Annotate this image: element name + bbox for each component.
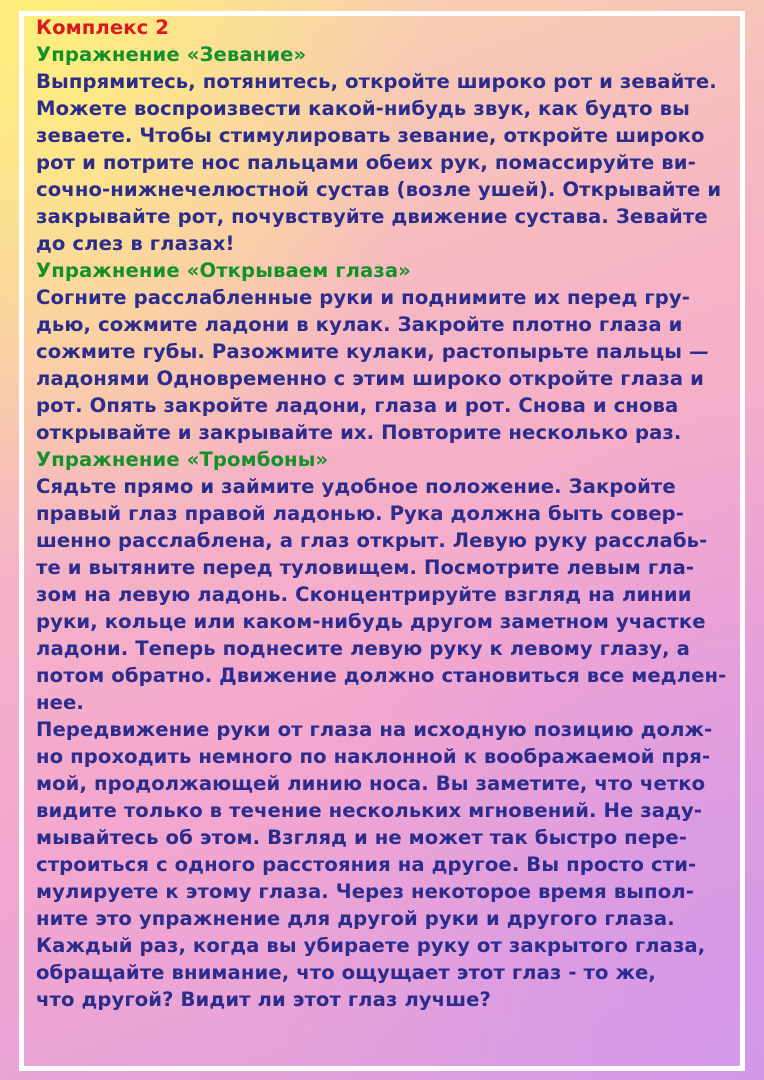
text-line: ладонями Одновременно с этим широко откройте глаза и [36, 367, 704, 390]
text-line: нее. [36, 691, 84, 714]
text-line: что другой? Видит ли этот глаз лучше? [36, 988, 491, 1011]
text-line: дью, сожмите ладони в кулак. Закройте плотно глаза и [36, 313, 683, 336]
text-line: обращайте внимание, что ощущает этот глаз - то же, [36, 961, 656, 984]
text-line: те и вытяните перед туловищем. Посмотрите левым гла- [36, 556, 695, 579]
text-line: рот и потрите нос пальцами обеих рук, помассируйте ви- [36, 151, 696, 174]
text-line: до слез в глазах! [36, 232, 235, 255]
text-line: закрывайте рот, почувствуйте движение сустава. Зевайте [36, 205, 708, 228]
text-line: Каждый раз, когда вы убираете руку от закрытого глаза, [36, 934, 706, 957]
text-line: Выпрямитесь, потянитесь, откройте широко рот и зевайте. [36, 70, 717, 93]
text-line: ните это упражнение для другой руки и другого глаза. [36, 907, 675, 930]
text-line: сочно-нижнечелюстной сустав (возле ушей). Открывайте и [36, 178, 722, 201]
text-line: рот. Опять закройте ладони, глаза и рот. Снова и снова [36, 394, 679, 417]
text-line: руки, кольце или каком-нибудь другом заметном участке [36, 610, 706, 633]
text-line: Передвижение руки от глаза на исходную позицию долж- [36, 718, 713, 741]
exercise-heading: Упражнение «Зевание» [36, 43, 307, 66]
text-line: Можете воспроизвести какой-нибудь звук, как будто вы [36, 97, 690, 120]
exercise-section [36, 446, 736, 1013]
text-line: открывайте и закрывайте их. Повторите несколько раз. [36, 421, 682, 444]
page-title: Комплекс 2 [36, 16, 170, 39]
exercise-section [36, 257, 736, 446]
text-line: зом на левую ладонь. Сконцентрируйте взгляд на линии [36, 583, 692, 606]
exercise-section [36, 41, 736, 257]
text-line: мулируете к этому глаза. Через некоторое время выпол- [36, 880, 694, 903]
exercise-paragraph [36, 716, 736, 1013]
text-line: Согните расслабленные руки и поднимите их перед гру- [36, 286, 690, 309]
exercise-paragraph [36, 473, 736, 716]
text-line: видите только в течение нескольких мгновений. Не заду- [36, 799, 703, 822]
exercise-sections [36, 41, 736, 1013]
text-line: ладони. Теперь поднесите левую руку к левому глазу, а [36, 637, 690, 660]
exercise-paragraph [36, 68, 736, 257]
text-line: потом обратно. Движение должно становиться все медлен- [36, 664, 727, 687]
exercise-heading: Упражнение «Открываем глаза» [36, 259, 411, 282]
text-line: Сядьте прямо и займите удобное положение. Закройте [36, 475, 676, 498]
text-line: зеваете. Чтобы стимулировать зевание, откройте широко [36, 124, 705, 147]
exercise-paragraph [36, 284, 736, 446]
text-line: правый глаз правой ладонью. Рука должна быть совер- [36, 502, 684, 525]
text-line: но проходить немного по наклонной к воображаемой пря- [36, 745, 711, 768]
text-line: строиться с одного расстояния на другое. Вы просто сти- [36, 853, 697, 876]
document-content [36, 14, 736, 1013]
exercise-heading: Упражнение «Тромбоны» [36, 448, 329, 471]
text-line: шенно расслаблена, а глаз открыт. Левую руку расслабь- [36, 529, 708, 552]
text-line: мывайтесь об этом. Взгляд и не может так быстро пере- [36, 826, 687, 849]
text-line: сожмите губы. Разожмите кулаки, растопырьте пальцы — [36, 340, 709, 363]
text-line: мой, продолжающей линию носа. Вы заметите, что четко [36, 772, 706, 795]
